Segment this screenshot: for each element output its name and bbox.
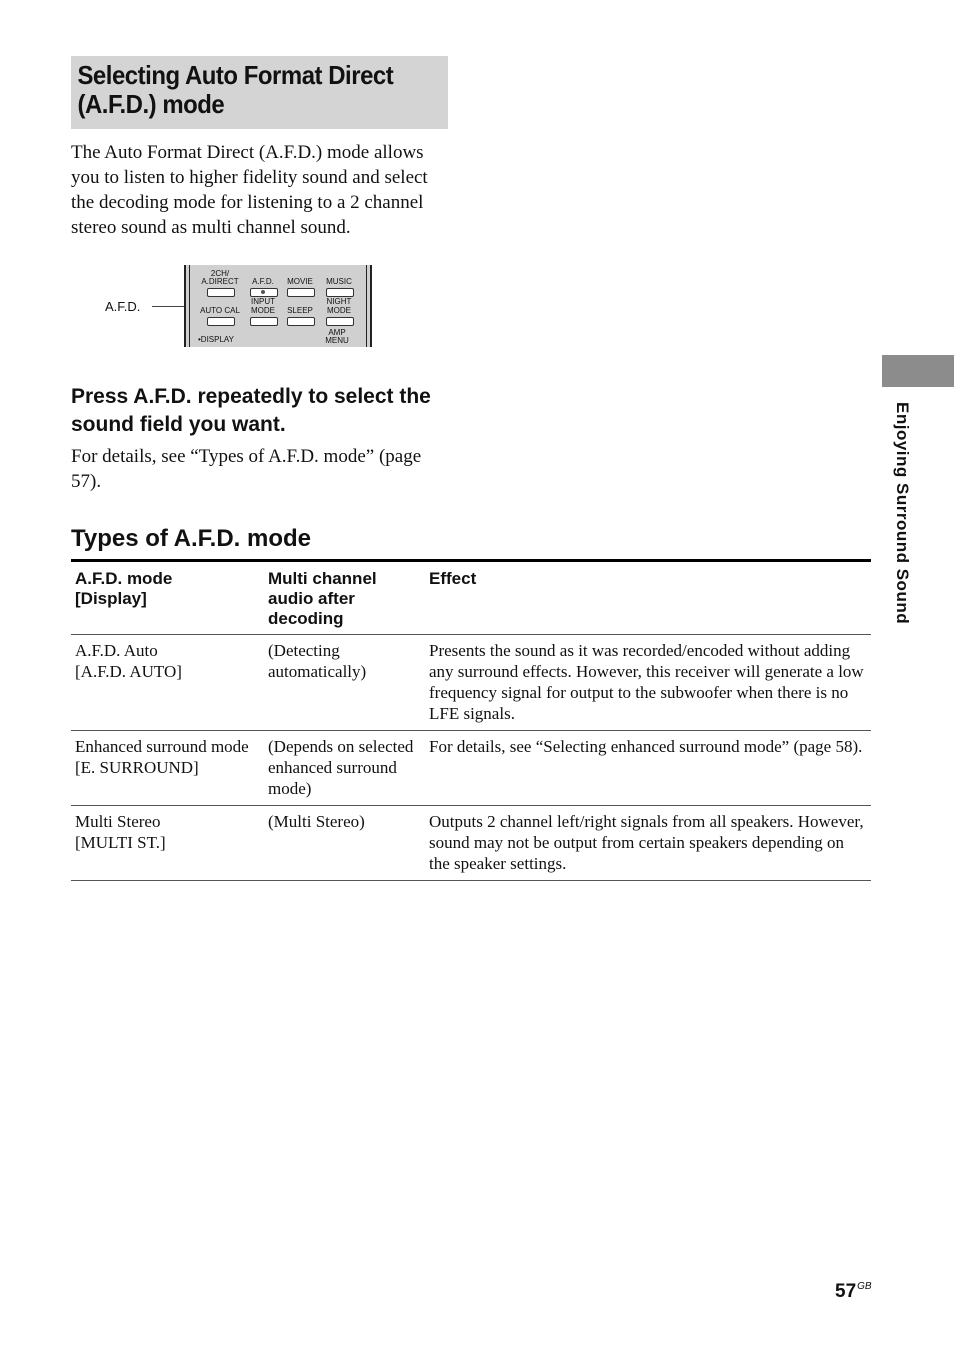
audio-cell: (Depends on selected enhanced surround mode)	[268, 737, 414, 798]
label-input-mode: MODE	[251, 306, 275, 315]
afd-callout-label: A.F.D.	[105, 299, 141, 314]
label-night-mode: MODE	[327, 306, 351, 315]
label-movie: MOVIE	[287, 277, 313, 286]
audio-cell: (Detecting automatically)	[268, 641, 367, 681]
night-mode-button	[326, 317, 354, 326]
effect-cell: Presents the sound as it was recorded/encoded without adding any surround effects. However, this receiver will generate a low frequency signal for output to the subwoofer when there is no LFE signals.	[429, 641, 864, 723]
mode-cell: Multi Stereo [MULTI ST.]	[75, 812, 166, 852]
label-display: •DISPLAY	[198, 335, 234, 344]
types-heading: Types of A.F.D. mode	[71, 525, 312, 552]
label-a-direct: A.DIRECT	[201, 277, 239, 286]
label-input: INPUT	[251, 297, 275, 306]
remote-figure	[100, 262, 390, 352]
label-music: MUSIC	[326, 277, 352, 286]
table-row	[71, 635, 871, 731]
afd-modes-table	[71, 559, 871, 881]
sleep-button	[287, 317, 315, 326]
label-sleep: SLEEP	[287, 306, 313, 315]
section-title-box	[71, 56, 448, 129]
audio-cell: (Multi Stereo)	[268, 812, 365, 831]
auto-cal-button	[207, 317, 235, 326]
music-button	[326, 288, 354, 297]
page-suffix: GB	[857, 1281, 872, 1292]
a-direct-button	[207, 288, 235, 297]
remote-control-illustration	[184, 265, 372, 347]
intro-paragraph: The Auto Format Direct (A.F.D.) mode allows you to listen to higher fidelity sound and select the decoding mode for listening to a 2 channel stereo sound as multi channel sound.	[71, 142, 428, 238]
section-title: Selecting Auto Format Direct (A.F.D.) mode	[77, 60, 394, 119]
mode-cell: Enhanced surround mode [E. SURROUND]	[75, 737, 249, 777]
chapter-tab	[882, 355, 954, 387]
afd-button-dot	[261, 290, 265, 294]
label-menu: MENU	[325, 336, 349, 345]
header-effect: Effect	[429, 569, 477, 588]
table-row	[71, 731, 871, 806]
label-afd: A.F.D.	[252, 277, 274, 286]
effect-cell: Outputs 2 channel left/right signals from all speakers. However, sound may not be output from certain speakers depending on the speaker settings.	[429, 812, 864, 873]
movie-button	[287, 288, 315, 297]
header-afd-mode: A.F.D. mode [Display]	[75, 569, 173, 608]
header-multi-channel: Multi channel audio after decoding	[268, 569, 377, 628]
step-heading: Press A.F.D. repeatedly to select the sound field you want.	[71, 385, 431, 436]
label-amp: AMP	[328, 328, 346, 337]
label-2ch: 2CH/	[210, 269, 230, 278]
table-header-row	[71, 561, 871, 635]
table-row	[71, 806, 871, 881]
step-detail: For details, see “Types of A.F.D. mode” (page 57).	[71, 446, 422, 492]
input-mode-button	[250, 317, 278, 326]
mode-cell: A.F.D. Auto [A.F.D. AUTO]	[75, 641, 182, 681]
label-auto-cal: AUTO CAL	[200, 306, 240, 315]
page-number: $57^{GB}$	[835, 1281, 872, 1302]
label-night: NIGHT	[326, 297, 352, 306]
chapter-title: Enjoying Surround Sound	[893, 402, 912, 625]
effect-cell: For details, see “Selecting enhanced surround mode” (page 58).	[429, 737, 863, 756]
